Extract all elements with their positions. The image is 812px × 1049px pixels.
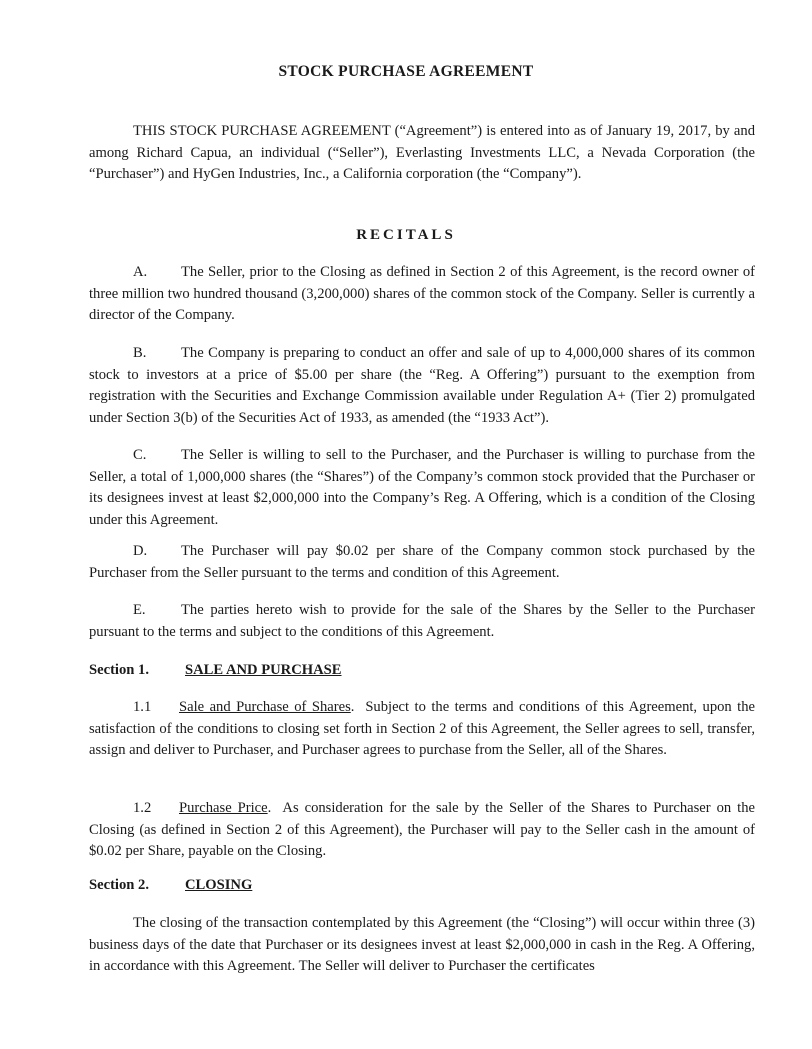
recital-label: C. <box>133 447 147 463</box>
recital-text: The Company is preparing to conduct an offer and sale of up to 4,000,000 shares of its common stock to investors at a price of $5.00 per share (the “Reg. A Offering”) pursuant to the exemption from registration with the Securities and Exchange Commission available under Regulation A+ (Tier 2) promulgated under Section 3(b) of the Securities Act of 1933, as amended (the “1933 Act”). <box>89 345 755 426</box>
section-2-paragraph: The closing of the transaction contemplated by this Agreement (the “Closing”) will occur within three (3) business days of the date that Purchaser or its designees invest at least $2,000,000 in cash in the Reg. A Offering, in accordance with this Agreement. The Seller will deliver to Purchaser the certificates <box>89 915 755 975</box>
section-2-heading <box>89 875 252 897</box>
recital-b <box>89 343 755 429</box>
section-name: SALE AND PURCHASE <box>185 662 342 678</box>
recital-d <box>89 541 755 584</box>
recital-label: A. <box>133 264 148 280</box>
document-title: STOCK PURCHASE AGREEMENT <box>278 63 534 80</box>
section-1-2: 1.2 Purchase Price. As consideration for the sale by the Seller of the Shares to Purchaser on the Closing (as defined in Section 2 of this Agreement), the Purchaser will pay to the Seller cash in the amount of $0.02 per Share, payable on the Closing. <box>89 800 755 860</box>
section-name: CLOSING <box>185 877 253 893</box>
clause-label: 1.2 <box>133 800 152 816</box>
clause-caption: Purchase Price <box>179 800 268 816</box>
clause-text: As consideration for the sale by the Seller of the Shares to Purchaser on the Closing (as defined in Section 2 of this Agreement), the Purchaser will pay to the Seller cash in the amount of $0.02 per Share, payable on the Closing. <box>89 800 755 860</box>
recital-e <box>89 600 755 643</box>
recital-text: The Seller is willing to sell to the Purchaser, and the Purchaser is willing to purchase from the Seller, a total of 1,000,000 shares (the “Shares”) of the Company’s common stock provided that the Purchaser or its designees invest at least $2,000,000 into the Company’s Reg. A Offering, which is a condition of the Closing under this Agreement. <box>89 447 755 528</box>
recital-text: The parties hereto wish to provide for the sale of the Shares by the Seller to the Purchaser pursuant to the terms and subject to the conditions of this Agreement. <box>89 602 755 640</box>
recital-label: D. <box>133 543 148 559</box>
section-1-1: 1.1 Sale and Purchase of Shares. Subject to the terms and conditions of this Agreement, upon the satisfaction of the conditions to closing set forth in Section 2 of this Agreement, the Seller agrees to sell, transfer, assign and deliver to Purchaser, and Purchaser agrees to purchase from the Seller, all of the Shares. <box>89 699 756 759</box>
recital-a <box>89 262 755 327</box>
section-number: Section 1. <box>89 662 149 678</box>
clause-text: Subject to the terms and conditions of this Agreement, upon the satisfaction of the conditions to closing set forth in Section 2 of this Agreement, the Seller agrees to sell, transfer, assign and deliver to Purchaser, and Purchaser agrees to purchase from the Seller, all of the Shares. <box>89 699 756 759</box>
section-1-heading <box>89 660 342 682</box>
recitals-heading: RECITALS <box>356 227 456 243</box>
clause-label: 1.1 <box>133 699 152 715</box>
intro-paragraph: THIS STOCK PURCHASE AGREEMENT (“Agreement”) is entered into as of January 19, 2017, by and among Richard Capua, an individual (“Seller”), Everlasting Investments LLC, a Nevada Corporation (the “Purchaser”) and HyGen Industries, Inc., a California corporation (the “Company”). <box>89 123 755 183</box>
recital-label: B. <box>133 345 147 361</box>
clause-caption: Sale and Purchase of Shares <box>179 699 351 715</box>
recital-text: The Purchaser will pay $0.02 per share of the Company common stock purchased by the Purchaser from the Seller pursuant to the terms and condition of this Agreement. <box>89 543 755 581</box>
section-number: Section 2. <box>89 877 149 893</box>
recital-label: E. <box>133 602 146 618</box>
recital-c <box>89 445 755 531</box>
recital-text: The Seller, prior to the Closing as defined in Section 2 of this Agreement, is the record owner of three million two hundred thousand (3,200,000) shares of the common stock of the Company. Seller is currently a director of the Company. <box>89 264 755 324</box>
